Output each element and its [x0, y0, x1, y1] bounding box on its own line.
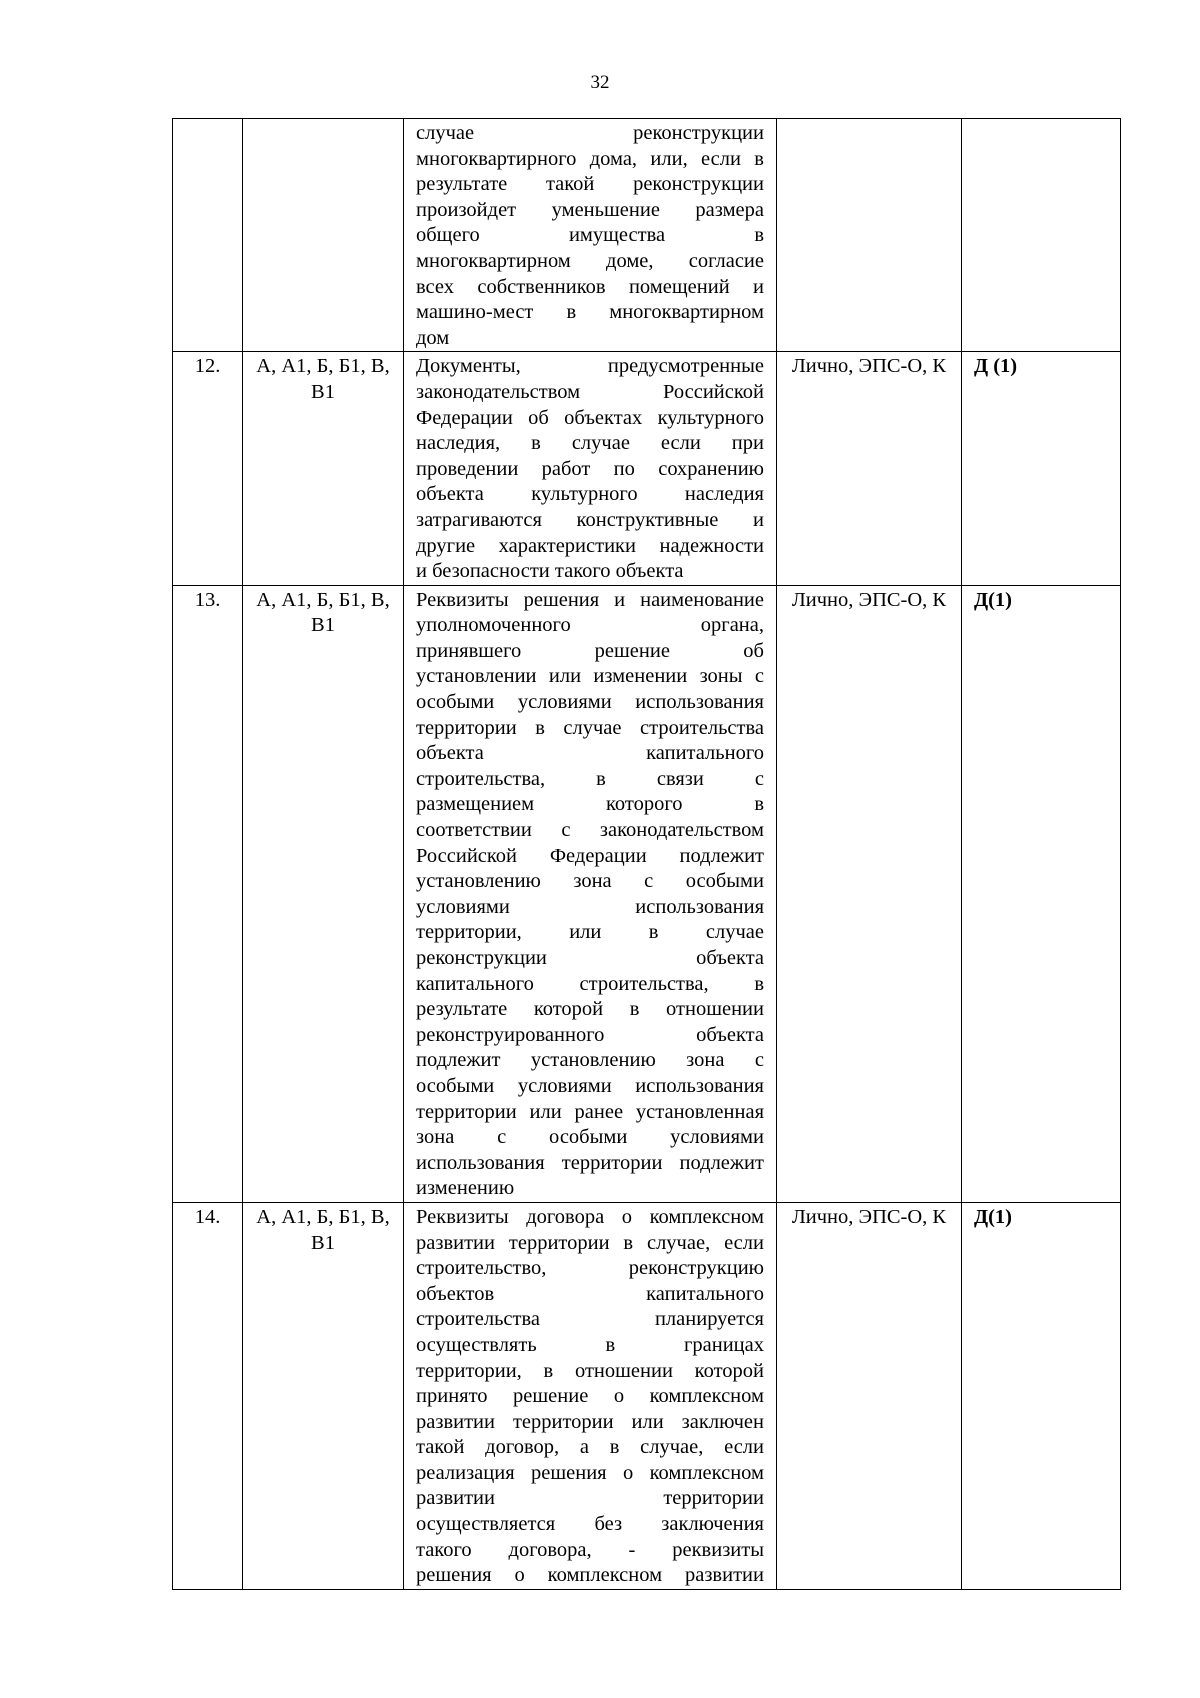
- description-line: установлению зона с особыми: [416, 870, 764, 893]
- document-description-cell: [404, 352, 777, 585]
- description-line: многоквартирном доме, согласие: [416, 249, 764, 272]
- applicant-categories-cell: А, А1, Б, Б1, В, В1: [243, 1202, 404, 1589]
- table-row: [173, 585, 1121, 1202]
- description-line: такой договор, а в случае, если: [416, 1436, 764, 1459]
- description-line: случае реконструкции: [416, 122, 764, 144]
- description-line: наследия, в случае если при: [416, 432, 764, 455]
- description-line: результате которой в отношении: [416, 998, 764, 1021]
- description-line: реконструированного объекта: [416, 1023, 764, 1046]
- description-line: такого договора, - реквизиты: [416, 1538, 764, 1561]
- document-description-cell: [404, 585, 777, 1202]
- description-line: объекта капитального: [416, 742, 764, 765]
- description-line: общего имущества в: [416, 224, 764, 247]
- description-line: строительства, в связи с: [416, 767, 764, 790]
- description-line: осуществляется без заключения: [416, 1513, 764, 1536]
- submission-method-cell: Лично, ЭПС-О, К: [777, 352, 962, 585]
- table-row: [173, 119, 1121, 352]
- description-line: реализация решения о комплексном: [416, 1461, 764, 1484]
- row-number-cell: 13.: [173, 585, 243, 1202]
- description-line: Документы, предусмотренные: [416, 355, 764, 378]
- description-line: территории, в отношении которой: [416, 1359, 764, 1382]
- description-line: строительства планируется: [416, 1308, 764, 1331]
- submission-method-cell: Лично, ЭПС-О, К: [777, 585, 962, 1202]
- page-number: 32: [590, 72, 610, 93]
- description-line: строительство, реконструкцию: [416, 1257, 764, 1280]
- row-number-cell: 14.: [173, 1202, 243, 1589]
- description-line: объектов капитального: [416, 1282, 764, 1305]
- description-line: особыми условиями использования: [416, 691, 764, 714]
- description-line: объекта культурного наследия: [416, 483, 764, 506]
- document-description-cell: [404, 1202, 777, 1589]
- description-line: законодательством Российской: [416, 380, 764, 403]
- description-line: и безопасности такого объекта: [416, 560, 684, 583]
- description-line: использования территории подлежит: [416, 1151, 764, 1174]
- description-line: развитии территории или заключен: [416, 1410, 764, 1433]
- description-line: результате такой реконструкции: [416, 173, 764, 196]
- description-line: капитального строительства, в: [416, 972, 764, 995]
- description-line: уполномоченного органа,: [416, 614, 764, 637]
- documents-table: [172, 118, 1121, 1590]
- description-line: территории, или в случае: [416, 921, 764, 944]
- description-line: изменению: [416, 1177, 515, 1200]
- document-code-cell: [962, 119, 1121, 352]
- description-line: Федерации об объектах культурного: [416, 406, 764, 429]
- description-line: Реквизиты решения и наименование: [416, 588, 764, 611]
- description-line: дом: [416, 326, 450, 349]
- description-line: Реквизиты договора о комплексном: [416, 1205, 764, 1228]
- description-line: Российской Федерации подлежит: [416, 844, 764, 867]
- description-line: принявшего решение об: [416, 639, 764, 662]
- submission-method-cell: Лично, ЭПС-О, К: [777, 1202, 962, 1589]
- description-line: другие характеристики надежности: [416, 534, 764, 557]
- description-line: подлежит установлению зона с: [416, 1049, 764, 1072]
- description-line: территории или ранее установленная: [416, 1100, 764, 1123]
- row-number-cell: 12.: [173, 352, 243, 585]
- description-line: развитии территории в случае, если: [416, 1231, 764, 1254]
- description-line: принято решение о комплексном: [416, 1385, 764, 1408]
- description-line: размещением которого в: [416, 793, 764, 816]
- applicant-categories-cell: А, А1, Б, Б1, В, В1: [243, 585, 404, 1202]
- description-line: машино-мест в многоквартирном: [416, 301, 764, 324]
- submission-method-cell: [777, 119, 962, 352]
- description-line: соответствии с законодательством: [416, 819, 764, 842]
- applicant-categories-cell: А, А1, Б, Б1, В, В1: [243, 352, 404, 585]
- document-description-cell: [404, 119, 777, 352]
- description-line: реконструкции объекта: [416, 947, 764, 969]
- table-row: [173, 352, 1121, 585]
- document-code-cell: Д(1): [962, 585, 1121, 1202]
- document-code-cell: Д(1): [962, 1202, 1121, 1589]
- description-line: условиями использования: [416, 895, 764, 918]
- description-line: особыми условиями использования: [416, 1074, 764, 1097]
- applicant-categories-cell: [243, 119, 404, 352]
- description-line: произойдет уменьшение размера: [416, 198, 764, 221]
- description-line: установлении или изменении зоны с: [416, 665, 764, 688]
- description-line: проведении работ по сохранению: [416, 457, 764, 480]
- description-line: затрагиваются конструктивные и: [416, 508, 764, 531]
- description-line: зона с особыми условиями: [416, 1126, 764, 1149]
- document-code-cell: Д (1): [962, 352, 1121, 585]
- table-row: [173, 1202, 1121, 1589]
- description-line: развитии территории: [416, 1487, 764, 1510]
- row-number-cell: [173, 119, 243, 352]
- description-line: многоквартирного дома, или, если в: [416, 147, 764, 170]
- description-line: всех собственников помещений и: [416, 275, 764, 298]
- description-line: осуществлять в границах: [416, 1333, 764, 1356]
- description-line: территории в случае строительства: [416, 716, 764, 739]
- description-line: решения о комплексном развитии: [416, 1564, 764, 1587]
